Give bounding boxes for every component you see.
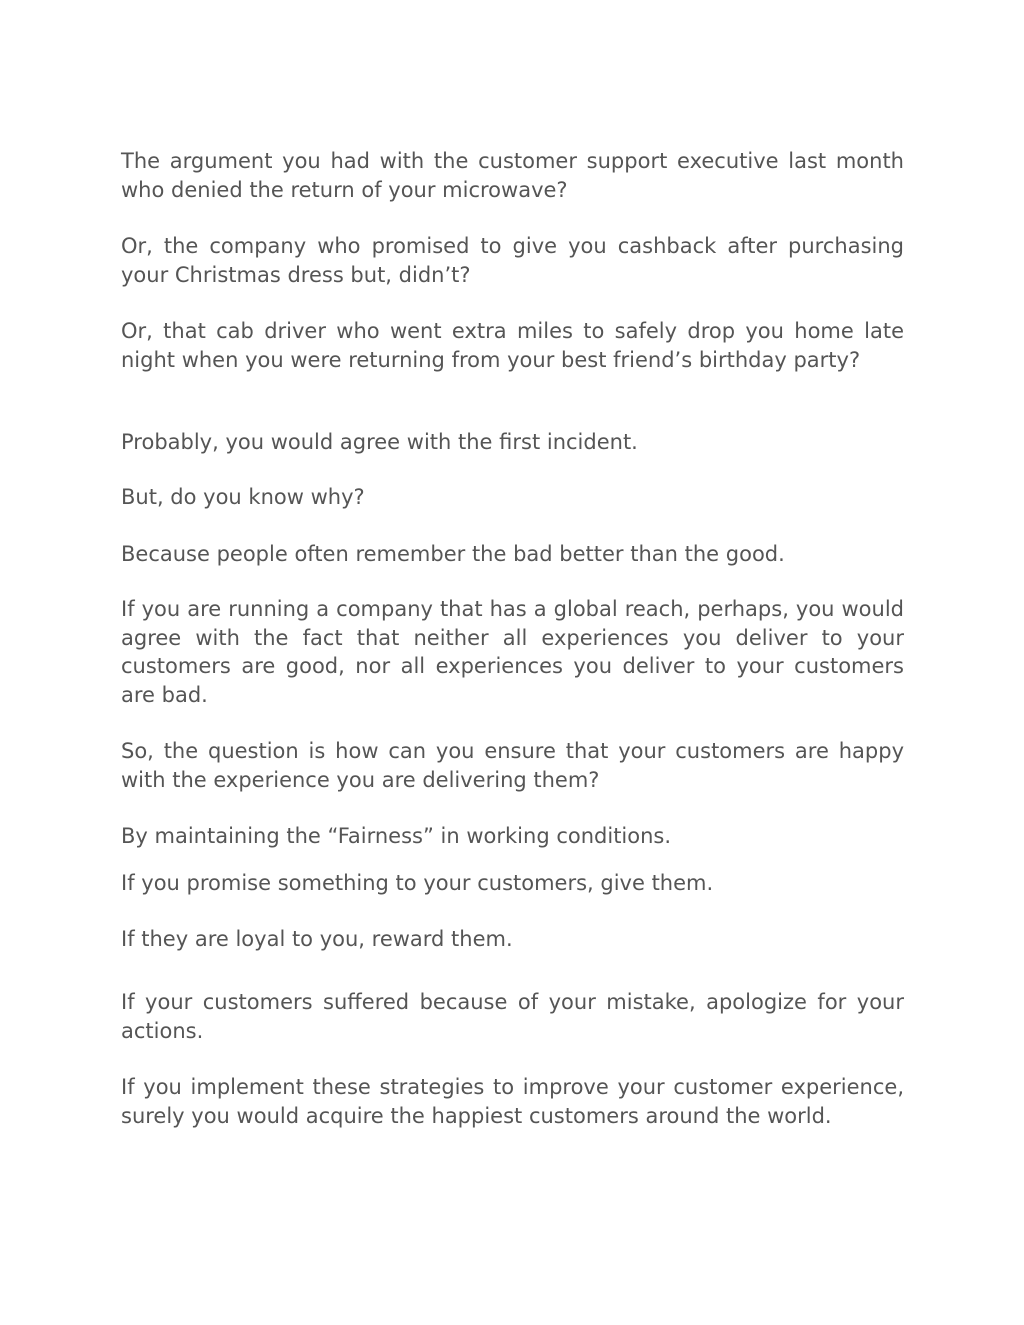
paragraph-10: If you promise something to your customers, give them. — [121, 871, 714, 895]
paragraph-12: If your customers suffered because of your mistake, apologize for your actions. — [121, 990, 904, 1043]
paragraph-5: But, do you know why? — [121, 485, 365, 509]
paragraph-11: If they are loyal to you, reward them. — [121, 927, 513, 951]
paragraph-3: Or, that cab driver who went extra miles to safely drop you home late night when you were returning from your best friend’s birthday party? — [121, 319, 904, 372]
paragraph-1: The argument you had with the customer support executive last month who denied the return of your microwave? — [121, 149, 904, 202]
paragraph-6: Because people often remember the bad better than the good. — [121, 542, 785, 566]
paragraph-13: If you implement these strategies to improve your customer experience, surely you would acquire the happiest customers around the world. — [121, 1075, 904, 1128]
paragraph-9: By maintaining the “Fairness” in working conditions. — [121, 824, 672, 848]
paragraph-7: If you are running a company that has a global reach, perhaps, you would agree with the fact that neither all experiences you deliver to your customers are good, nor all experiences you deliver to your customers are bad. — [121, 597, 904, 707]
paragraph-8: So, the question is how can you ensure that your customers are happy with the experience you are delivering them? — [121, 739, 904, 792]
paragraph-4: Probably, you would agree with the first incident. — [121, 430, 638, 454]
paragraph-2: Or, the company who promised to give you cashback after purchasing your Christmas dress but, didn’t? — [121, 234, 904, 287]
